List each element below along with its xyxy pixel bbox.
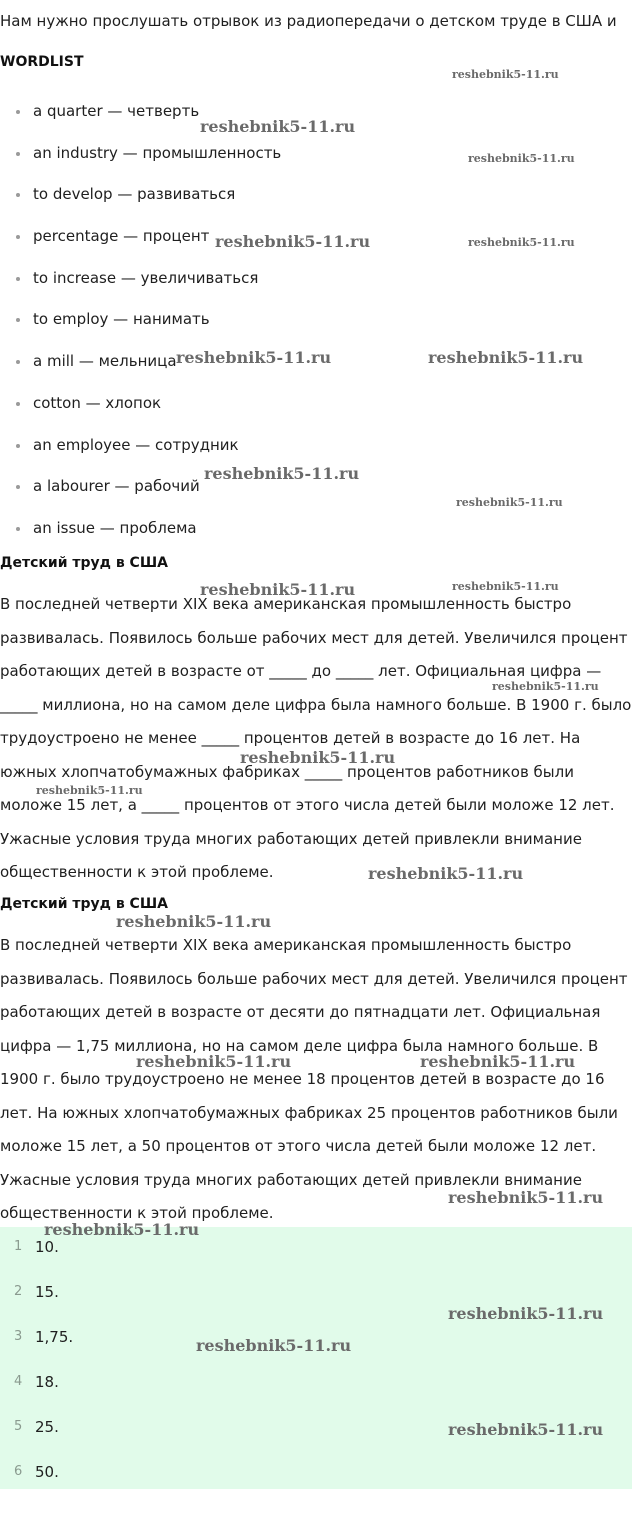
answer-value: 50. bbox=[35, 1463, 59, 1481]
watermark: reshebnik5-11.ru bbox=[215, 232, 371, 251]
watermark: reshebnik5-11.ru bbox=[200, 580, 356, 599]
wordlist-item-text: a mill — мельница bbox=[33, 352, 177, 371]
watermark: reshebnik5-11.ru bbox=[420, 1052, 576, 1071]
wordlist-item bbox=[0, 345, 281, 387]
watermark: reshebnik5-11.ru bbox=[468, 236, 575, 249]
bullet-icon bbox=[16, 110, 20, 114]
answer-number: 6 bbox=[14, 1464, 23, 1479]
wordlist-item bbox=[0, 95, 281, 137]
answer-value: 1,75. bbox=[35, 1328, 74, 1346]
watermark: reshebnik5-11.ru bbox=[428, 348, 584, 367]
bullet-icon bbox=[16, 193, 20, 197]
bullet-icon bbox=[16, 485, 20, 489]
wordlist-item-text: an issue — проблема bbox=[33, 518, 197, 537]
gapfill-text: В последней четверти XIX века американская промышленность быстро развивалась. Появилось больше рабочих мест для детей. Увеличился процент работающих детей в возрасте от _____ до _____ лет. Официальная цифра — _____ миллиона, но на самом деле цифра была намного больше. В 1900 г. было трудоустроено не менее _____ процентов детей в возрасте до 16 лет. На южных хлопчатобумажных фабриках _____ процентов работников были моложе 15 лет, а _____ процентов от этого числа детей были моложе 12 лет. Ужасные условия труда многих работающих детей привлекли внимание общественности к этой проблеме. bbox=[0, 595, 632, 881]
watermark: reshebnik5-11.ru bbox=[448, 1420, 604, 1439]
wordlist-item bbox=[0, 303, 281, 345]
watermark: reshebnik5-11.ru bbox=[116, 912, 272, 931]
wordlist-item bbox=[0, 512, 281, 554]
answer-value: 25. bbox=[35, 1418, 59, 1436]
watermark: reshebnik5-11.ru bbox=[452, 580, 559, 593]
watermark: reshebnik5-11.ru bbox=[204, 464, 360, 483]
intro-text: Нам нужно прослушать отрывок из радиопередачи о детском труде в США и bbox=[0, 12, 617, 30]
answer-number: 4 bbox=[14, 1374, 23, 1389]
answer-value: 10. bbox=[35, 1238, 59, 1256]
wordlist-item-text: an employee — сотрудник bbox=[33, 435, 239, 454]
watermark: reshebnik5-11.ru bbox=[200, 117, 356, 136]
wordlist-item bbox=[0, 470, 281, 512]
watermark: reshebnik5-11.ru bbox=[468, 152, 575, 165]
watermark: reshebnik5-11.ru bbox=[368, 864, 524, 883]
wordlist-item-text: to develop — развиваться bbox=[33, 185, 236, 204]
wordlist-item bbox=[0, 220, 281, 262]
watermark: reshebnik5-11.ru bbox=[448, 1304, 604, 1323]
wordlist-item-text: an industry — промышленность bbox=[33, 143, 282, 162]
answer-list bbox=[0, 1227, 632, 1489]
wordlist-item-text: to increase — увеличиваться bbox=[33, 268, 259, 287]
wordlist-item bbox=[0, 429, 281, 471]
wordlist-item-text: percentage — процент bbox=[33, 227, 210, 246]
watermark: reshebnik5-11.ru bbox=[44, 1220, 200, 1239]
answer-number: 1 bbox=[14, 1239, 23, 1254]
wordlist bbox=[0, 95, 281, 554]
answer-number: 3 bbox=[14, 1329, 23, 1344]
watermark: reshebnik5-11.ru bbox=[240, 748, 396, 767]
watermark: reshebnik5-11.ru bbox=[448, 1188, 604, 1207]
wordlist-heading: WORDLIST bbox=[0, 54, 84, 70]
wordlist-item bbox=[0, 387, 281, 429]
bullet-icon bbox=[16, 152, 20, 156]
watermark: reshebnik5-11.ru bbox=[452, 68, 559, 81]
bullet-icon bbox=[16, 318, 20, 322]
watermark: reshebnik5-11.ru bbox=[36, 784, 143, 797]
answer-value: 15. bbox=[35, 1283, 59, 1301]
wordlist-item bbox=[0, 137, 281, 179]
wordlist-item-text: a quarter — четверть bbox=[33, 102, 200, 120]
bullet-icon bbox=[16, 277, 20, 281]
bullet-icon bbox=[16, 527, 20, 531]
watermark: reshebnik5-11.ru bbox=[492, 680, 599, 693]
wordlist-item bbox=[0, 262, 281, 304]
filled-heading: Детский труд в США bbox=[0, 896, 168, 912]
filled-text: В последней четверти XIX века американская промышленность быстро развивалась. Появилось больше рабочих мест для детей. Увеличился процент работающих детей в возрасте от десяти до пятнадцати лет. Официальная цифра — 1,75 миллиона, но на самом деле цифра была намного больше. В 1900 г. было трудоустроено не менее 18 процентов детей в возрасте до 16 лет. На южных хлопчатобумажных фабриках 25 процентов работников были моложе 15 лет, а 50 процентов от этого числа детей были моложе 12 лет. Ужасные условия труда многих работающих детей привлекли внимание общественности к этой проблеме. bbox=[0, 936, 628, 1222]
bullet-icon bbox=[16, 402, 20, 406]
answer-number: 2 bbox=[14, 1284, 23, 1299]
wordlist-item-text: cotton — хлопок bbox=[33, 393, 162, 412]
watermark: reshebnik5-11.ru bbox=[456, 496, 563, 509]
wordlist-item-text: to employ — нанимать bbox=[33, 310, 210, 329]
gapfill-heading: Детский труд в США bbox=[0, 555, 168, 571]
answer-value: 18. bbox=[35, 1373, 59, 1391]
watermark: reshebnik5-11.ru bbox=[196, 1336, 352, 1355]
bullet-icon bbox=[16, 444, 20, 448]
answer-number: 5 bbox=[14, 1419, 23, 1434]
bullet-icon bbox=[16, 235, 20, 239]
watermark: reshebnik5-11.ru bbox=[176, 348, 332, 367]
wordlist-item bbox=[0, 178, 281, 220]
watermark: reshebnik5-11.ru bbox=[136, 1052, 292, 1071]
bullet-icon bbox=[16, 360, 20, 364]
wordlist-item-text: a labourer — рабочий bbox=[33, 477, 200, 496]
